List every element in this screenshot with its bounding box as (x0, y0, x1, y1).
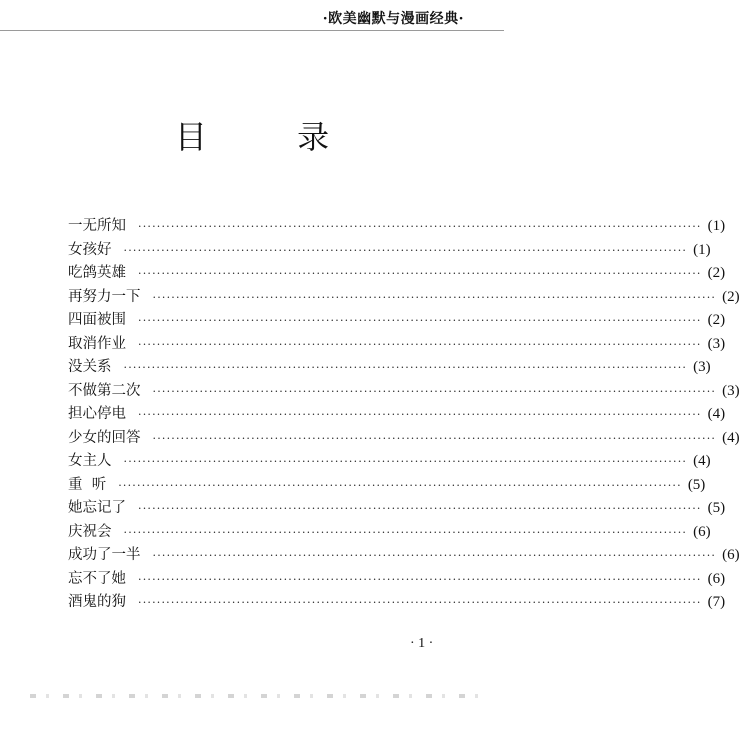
toc-entry-title: 再努力一下 (68, 288, 141, 305)
toc-entry[interactable] (68, 520, 711, 544)
toc-entry-title: 吃鸽英雄 (68, 265, 126, 281)
toc-entry-page: (2) (722, 288, 740, 305)
toc-entry-page: (1) (707, 218, 726, 234)
toc-entry-page: (7) (707, 594, 726, 610)
toc-entry-title: 少女的回答 (68, 429, 141, 446)
toc-leader-dots: ························································································································ (138, 267, 702, 280)
toc-entry-page: (1) (693, 241, 711, 258)
toc-entry[interactable] (68, 473, 706, 497)
toc-entry-title: 担心停电 (68, 406, 126, 422)
toc-leader-dots: ························································································································ (152, 290, 717, 304)
toc-entry-title: 酒鬼的狗 (68, 594, 126, 610)
toc-entry[interactable] (68, 496, 726, 520)
toc-entry-title: 重 听 (68, 476, 107, 493)
toc-entry[interactable] (68, 261, 726, 285)
toc-entry[interactable] (68, 543, 740, 567)
toc-leader-dots: ························································································································ (138, 408, 702, 421)
toc-entry-page: (6) (707, 570, 726, 587)
toc-leader-dots: ························································································································ (123, 525, 688, 539)
toc-entry[interactable] (68, 590, 726, 614)
toc-entry-page: (5) (687, 476, 706, 493)
toc-leader-dots: ························································································································ (123, 361, 688, 374)
toc-entry-title: 取消作业 (68, 335, 126, 352)
toc-entry-page: (4) (722, 429, 740, 446)
toc-entry-page: (5) (707, 500, 726, 516)
toc-entry-title: 庆祝会 (68, 523, 112, 540)
page-title: 目 录 (174, 118, 370, 156)
toc-entry-title: 没关系 (68, 359, 112, 375)
toc-entry-page: (3) (693, 359, 711, 375)
toc-leader-dots: ························································································································ (138, 572, 702, 586)
toc-entry-title: 四面被围 (68, 312, 126, 328)
toc-entry-page: (3) (707, 335, 726, 352)
toc-leader-dots: ························································································································ (123, 455, 688, 468)
toc-entry-page: (2) (707, 312, 726, 328)
toc-entry[interactable] (68, 214, 726, 238)
toc-entry[interactable] (68, 402, 726, 426)
running-header: ·欧美幽默与漫画经典· (322, 11, 464, 27)
toc-leader-dots: ························································································································ (138, 220, 702, 233)
toc-entry-title: 不做第二次 (68, 382, 141, 399)
toc-leader-dots: ························································································································ (123, 243, 688, 257)
toc-entry[interactable] (68, 449, 711, 473)
toc-entry[interactable] (68, 308, 726, 332)
toc-entry-page: (2) (707, 265, 726, 281)
toc-entry[interactable] (68, 355, 711, 379)
toc-leader-dots: ························································································································ (138, 337, 702, 351)
page-number: · 1 · (410, 636, 434, 651)
toc-entry[interactable] (68, 567, 726, 591)
toc-entry-title: 一无所知 (68, 218, 126, 234)
toc-entry[interactable] (68, 379, 740, 403)
toc-leader-dots: ························································································································ (152, 549, 717, 562)
toc-entry-title: 女主人 (68, 453, 112, 469)
toc-entry[interactable] (68, 426, 740, 450)
toc-leader-dots: ························································································································ (152, 384, 717, 398)
toc-entry-page: (6) (693, 523, 711, 540)
scan-artifact (30, 694, 480, 698)
toc-entry-page: (6) (722, 547, 740, 563)
toc-entry-page: (4) (693, 453, 711, 469)
toc-leader-dots: ························································································································ (138, 314, 702, 327)
toc-entry-title: 忘不了她 (68, 570, 126, 587)
toc-entry-page: (4) (707, 406, 726, 422)
toc-leader-dots: ························································································································ (138, 596, 702, 609)
toc-entry[interactable] (68, 285, 740, 309)
toc-leader-dots: ························································································································ (152, 431, 717, 445)
toc-entry-title: 女孩好 (68, 241, 112, 258)
toc-entry-page: (3) (722, 382, 740, 399)
toc-entry[interactable] (68, 238, 711, 262)
toc-leader-dots: ························································································································ (118, 478, 682, 492)
toc-leader-dots: ························································································································ (138, 502, 702, 515)
header-divider (0, 30, 504, 31)
toc-entry-title: 成功了一半 (68, 547, 141, 563)
toc-entry-title: 她忘记了 (68, 500, 126, 516)
toc-entry[interactable] (68, 332, 726, 356)
table-of-contents (68, 214, 740, 614)
